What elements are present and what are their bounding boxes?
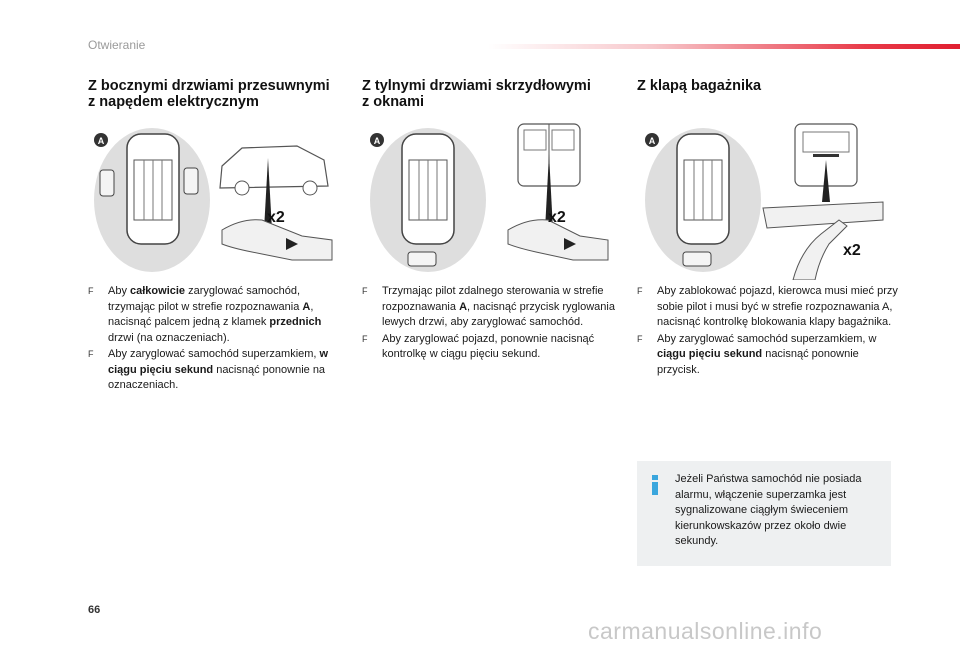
instructions-sliding-doors bbox=[88, 284, 350, 395]
column-title bbox=[88, 78, 350, 114]
info-text: Jeżeli Państwa samochód nie posiada alarmu, włączenie superzamka jest sygnalizowane ciągłym świeceniem kierunkowskazów przez około dwie sekundy. bbox=[675, 473, 862, 547]
instructions-tailgate bbox=[637, 284, 899, 379]
hand-pressing bbox=[793, 220, 847, 280]
list-item: F Aby zaryglować samochód superzamkiem, w ciągu pięciu sekund nacisnąć ponownie na oznaczeniach. bbox=[88, 348, 329, 391]
instructions-rear-doors bbox=[362, 284, 624, 364]
column-sliding-doors bbox=[88, 78, 350, 114]
watermark: carmanualsonline.info bbox=[588, 618, 823, 644]
press-count: x2 bbox=[548, 209, 566, 226]
title-line-2: z oknami bbox=[362, 94, 425, 110]
key-fob-icon bbox=[408, 252, 436, 266]
list-item: F Aby zaryglować pojazd, ponownie nacisnąć kontrolkę w ciągu pięciu sekund. bbox=[362, 332, 595, 360]
column-title bbox=[362, 78, 624, 114]
section-label: Otwieranie bbox=[88, 38, 146, 52]
press-count: x2 bbox=[843, 242, 861, 259]
zone-label: A bbox=[648, 136, 656, 146]
title-line-1: Z tylnymi drzwiami skrzydłowymi bbox=[362, 78, 591, 94]
column-tailgate bbox=[637, 78, 899, 114]
list-item: F Aby zaryglować samochód superzamkiem, w ciągu pięciu sekund nacisnąć ponownie przycisk. bbox=[637, 332, 877, 376]
bullet-marker: F bbox=[362, 333, 368, 344]
key-fob-icon bbox=[683, 252, 711, 266]
title-line-1: Z klapą bagażnika bbox=[637, 78, 762, 94]
bullet-marker: F bbox=[637, 286, 643, 296]
bullet-marker: F bbox=[88, 349, 94, 359]
info-note bbox=[637, 461, 891, 566]
list-item: F Aby całkowicie zaryglować samochód, trzymając pilot w strefie rozpoznawania A, nacisnąć palcem jedną z klamek przednich drzwi (na oznaczeniach). bbox=[88, 285, 322, 344]
column-title bbox=[637, 78, 899, 114]
title-line-1: Z bocznymi drzwiami przesuwnymi bbox=[88, 78, 330, 94]
key-fob-icon bbox=[184, 168, 198, 194]
page-number: 66 bbox=[88, 604, 101, 616]
bullet-marker: F bbox=[362, 286, 368, 296]
illustration-rear-doors bbox=[368, 120, 618, 280]
bullet-marker: F bbox=[88, 286, 94, 296]
bullet-marker: F bbox=[637, 333, 643, 344]
zone-label: A bbox=[373, 136, 381, 146]
zone-label: A bbox=[97, 136, 105, 146]
list-item: F Aby zablokować pojazd, kierowca musi mieć przy sobie pilot i musi być w strefie rozpoznawania A, nacisnąć kontrolkę blokowania klapy bagażnika. bbox=[637, 285, 898, 328]
header-accent-bar bbox=[488, 44, 960, 49]
illustration-tailgate bbox=[643, 120, 893, 280]
title-line-2: z napędem elektrycznym bbox=[88, 94, 259, 110]
press-count: x2 bbox=[267, 209, 285, 226]
info-icon bbox=[649, 475, 661, 495]
tailgate-handle bbox=[763, 202, 883, 228]
list-item: F Trzymając pilot zdalnego sterowania w strefie rozpoznawania A, nacisnąć przycisk ryglowania lewych drzwi, aby zaryglować samochód. bbox=[362, 285, 615, 328]
illustration-sliding-doors bbox=[92, 120, 342, 280]
column-rear-wing-doors bbox=[362, 78, 624, 114]
key-fob-icon bbox=[100, 170, 114, 196]
